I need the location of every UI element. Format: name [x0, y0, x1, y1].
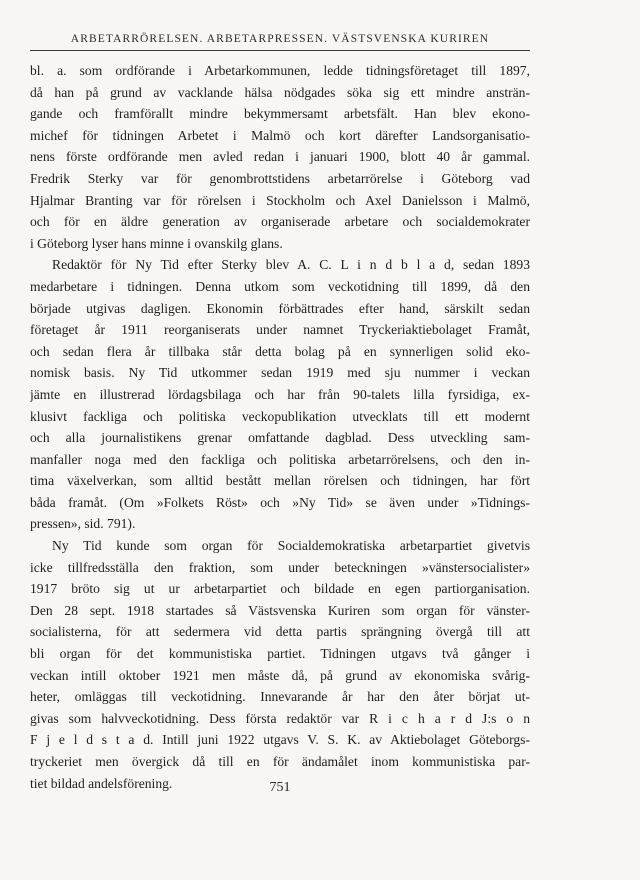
text-line: heter, omläggas till veckotidning. Innevarande år har den åter börjat ut- [30, 689, 530, 705]
text-line: började utgivas dagligen. Ekonomin förbättrades efter hand, särskilt sedan [30, 300, 530, 316]
text-line: Den 28 sept. 1918 startades så Västsvenska Kuriren som organ för vänster- [30, 602, 530, 618]
text-line: nens förste ordförande men avled redan i januari 1900, blott 40 år gammal. [30, 149, 530, 165]
text-line: i Göteborg lyser hans minne i ovanskilg glans. [30, 235, 283, 251]
text-line: bli organ för det kommunistiska partiet. Tidningen utgavs två gånger i [30, 646, 530, 662]
text-line: medarbetare i tidningen. Denna utkom som veckotidning till 1899, då den [30, 278, 530, 294]
page-number: 751 [269, 780, 291, 795]
text-line: pressen», sid. 791). [30, 516, 136, 532]
text-line: och sedan flera år tillbaka står detta bolag på en synnerligen solid eko- [30, 343, 530, 359]
text-line: 1917 bröto sig ut ur arbetarpartiet och bildade en egen partiorganisation. [30, 581, 530, 597]
text-line: tryckeriet men övergick då till en för ändamålet inom kommunistiska par- [30, 754, 530, 769]
body-text [30, 60, 530, 794]
text-line: tima växelverkan, som alltid bestått mellan rörelsen och tidningen, har fört [30, 473, 530, 489]
text-line: F j e l d s t a d. Intill juni 1922 utgavs V. S. K. av Aktiebolaget Göteborgs- [30, 732, 530, 748]
text-line: manfaller noga med den fackliga och politiska arbetarrörelsens, och den in- [30, 451, 530, 467]
text-line: michef för tidningen Arbetet i Malmö och kort därefter Landsorganisatio- [30, 127, 530, 143]
text-line: Fredrik Sterky var för genombrottstidens arbetarrörelse i Göteborg vad [30, 170, 530, 186]
text-line: Hjalmar Branting var för rörelsen i Stockholm och Axel Danielsson i Malmö, [30, 192, 530, 208]
text-line: veckan intill oktober 1921 men måste då, på grund av ekonomiska svårig- [30, 667, 530, 683]
text-line: företaget år 1911 reorganiserats under namnet Tryckeriaktiebolaget Framåt, [30, 322, 530, 338]
text-line: givas som halvveckotidning. Dess första redaktör var R i c h a r d J:s o n [30, 710, 530, 726]
text-line: gande och framförallt mindre bekymmersamt arbetsfält. Han blev ekono- [30, 106, 530, 122]
running-header: ARBETARRÖRELSEN. ARBETARPRESSEN. VÄSTSVENSKA KURIREN [70, 33, 490, 45]
text-line: Redaktör för Ny Tid efter Sterky blev A. C. L i n d b l a d, sedan 1893 [52, 257, 530, 273]
text-line: bl. a. som ordförande i Arbetarkommunen, ledde tidningsföretaget till 1897, [30, 63, 530, 78]
text-line: då han på grund av vacklande hälsa nödgades söka sig ett mindre ansträn- [30, 84, 530, 100]
text-line: klusivt fackliga och politiska veckopublikation utvecklats till ett modernt [30, 408, 530, 424]
text-line: socialisterna, för att sedermera vid detta partis sprängning övergå till att [30, 624, 530, 640]
text-line: icke tillfredsställa den fraktion, som under beteckningen »vänstersocialister» [30, 559, 530, 575]
text-line: och för en äldre generation av organiserade arbetare och socialdemokrater [30, 214, 530, 230]
text-line: båda framåt. (Om »Folkets Röst» och »Ny Tid» se även under »Tidnings- [30, 494, 530, 510]
text-line: tiet bildad andelsförening. [30, 775, 173, 791]
text-line: nomisk basis. Ny Tid utkommer sedan 1919 med sju nummer i veckan [30, 365, 530, 381]
text-line: Ny Tid kunde som organ för Socialdemokratiska arbetarpartiet givetvis [52, 538, 530, 554]
text-line: jämte en illustrerad lördagsbilaga och har från 90-talets lilla fyrsidiga, ex- [30, 386, 530, 402]
header-rule [30, 50, 530, 51]
text-line: och alla journalistikens grenar omfattande dagblad. Dess utveckling sam- [30, 430, 530, 446]
